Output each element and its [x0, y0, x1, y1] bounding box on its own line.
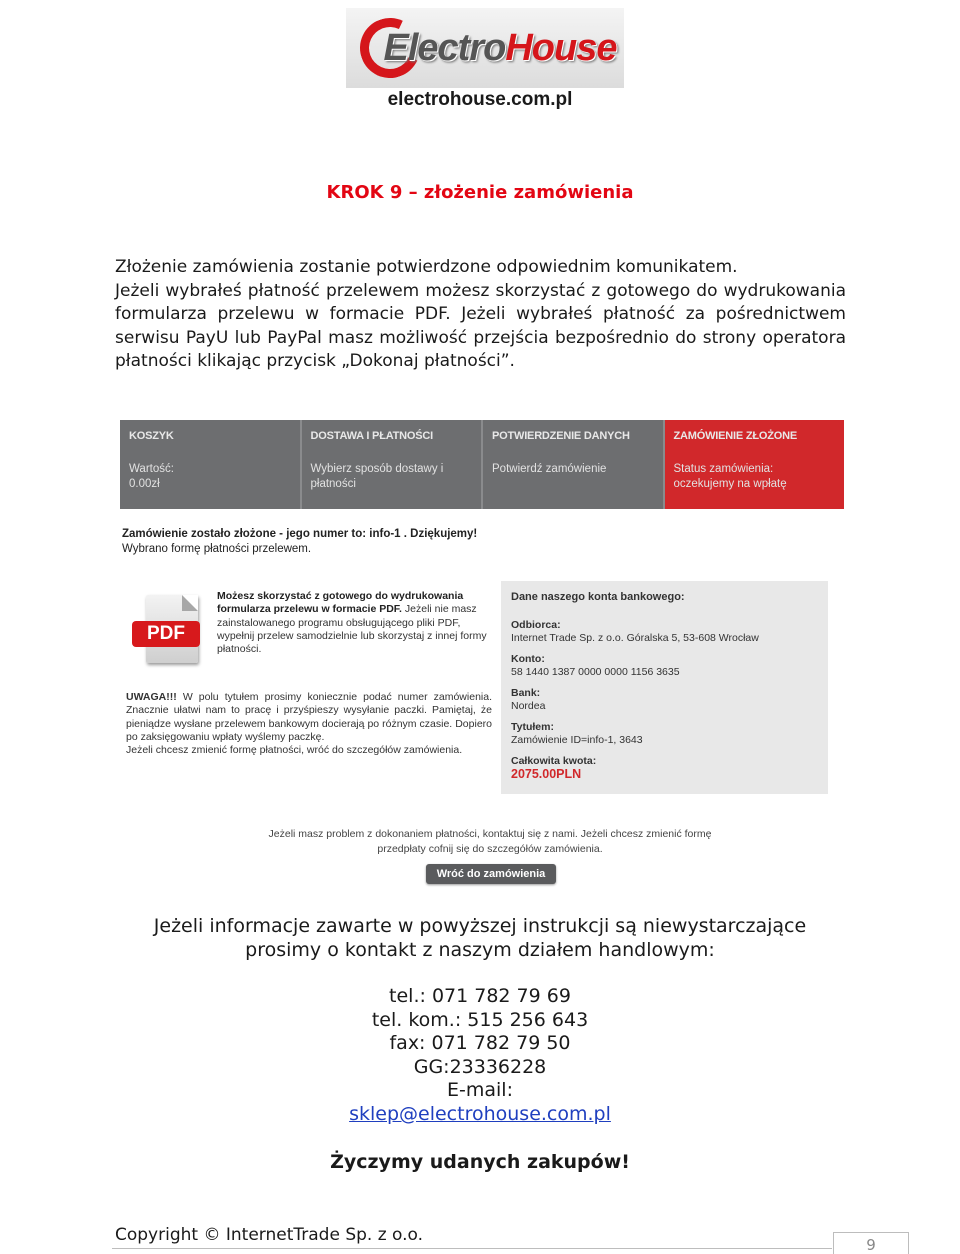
- footer-copyright: Copyright © InternetTrade Sp. z o.o.: [115, 1225, 424, 1245]
- bank-details-panel: Dane naszego konta bankowego: Odbiorca: Internet Trade Sp. z o.o. Góralska 5, 53-608 Wrocław Konto: 58 1440 1387 0000 0000 1156 3635 Bank: Nordea Tytułem: Zamówienie ID=info-1, 3643 Całkowita kwota: 2075.00PLN: [501, 581, 828, 794]
- logo-text: ElectroHouse: [383, 26, 617, 69]
- total-amount: 2075.00PLN: [511, 767, 582, 781]
- contact-email-line: E-mail: sklep@electrohouse.com.pl: [349, 1079, 611, 1125]
- checkout-steps-bar: [120, 420, 844, 509]
- intro-paragraph: [115, 256, 846, 374]
- info-paragraph: Jeżeli informacje zawarte w powyższej instrukcji są niewystarczające prosimy o kontakt z naszym działem handlowym:: [153, 915, 807, 961]
- transfer-title: Zamówienie ID=info-1, 3643: [511, 734, 643, 746]
- contact-gg: GG:23336228: [413, 1055, 547, 1078]
- step-order-placed: ZAMÓWIENIE ZŁOŻONE Status zamówienia: oczekujemy na wpłatę: [665, 420, 845, 509]
- confirmation-subtitle: Wybrano formę płatności przelewem.: [122, 543, 312, 555]
- pdf-label: PDF: [132, 621, 200, 647]
- contact-details: [0, 985, 960, 1127]
- bank-panel-title: Dane naszego konta bankowego:: [511, 591, 685, 603]
- confirmation-title: Zamówienie zostało złożone - jego numer to: info-1 . Dziękujemy!: [122, 528, 478, 540]
- site-url: electrohouse.com.pl: [387, 89, 573, 110]
- payment-problem-note: Jeżeli masz problem z dokonaniem płatności, kontaktuj się z nami. Jeżeli chcesz zmienić formę przedpłaty cofnij się do szczegółów zamówienia.: [268, 828, 712, 855]
- bank-recipient: Internet Trade Sp. z o.o. Góralska 5, 53-608 Wrocław: [511, 632, 759, 644]
- bank-account-number: 58 1440 1387 0000 0000 1156 3635: [511, 666, 680, 678]
- payment-warning: UWAGA!!! W polu tytułem prosimy koniecznie podać numer zamówienia. Znacznie ułatwi nam to pracę i przyśpieszy wysyłanie paczki. Pamiętaj, że pieniądze wysłane przelewem bankowym docierają po różnym czasie. Dopiero po zaksięgowaniu wpłaty wyślemy paczkę. Jeżeli chcesz zmienić formę płatności, wróć do szczegółów zamówienia.: [126, 691, 492, 757]
- step-title: KROK 9 – złożenie zamówienia: [326, 182, 634, 203]
- footer-divider: [112, 1248, 832, 1249]
- page-number: 9: [833, 1232, 909, 1254]
- pdf-icon[interactable]: [132, 595, 204, 667]
- bank-name: Nordea: [511, 700, 546, 712]
- intro-line-1: Złożenie zamówienia zostanie potwierdzone odpowiednim komunikatem.: [115, 257, 738, 277]
- closing-wishes: Życzymy udanych zakupów!: [330, 1151, 630, 1173]
- step-confirm-data: POTWIERDZENIE DANYCH Potwierdź zamówienie: [483, 420, 665, 509]
- change-payment-link[interactable]: Jeżeli chcesz zmienić formę płatności, wróć do szczegółów zamówienia.: [126, 744, 463, 757]
- pdf-instructions: Możesz skorzystać z gotowego do wydrukowania formularza przelewu w formacie PDF. Jeżeli nie masz zainstalowanego programu obsługującego pliki PDF, wypełnij przelew samodzielnie lub skorzystaj z innej formy płatności.: [217, 590, 487, 656]
- contact-fax: fax: 071 782 79 50: [389, 1032, 571, 1055]
- contact-tel: tel.: 071 782 79 69: [389, 985, 571, 1007]
- contact-tel-kom: tel. kom.: 515 256 643: [371, 1008, 589, 1031]
- back-to-order-button[interactable]: Wróć do zamówienia: [426, 864, 556, 884]
- email-link[interactable]: sklep@electrohouse.com.pl: [349, 1102, 611, 1125]
- step-delivery-payment: DOSTAWA I PŁATNOŚCI Wybierz sposób dostawy i płatności: [302, 420, 484, 509]
- step-cart: KOSZYK Wartość: 0.00zł: [120, 420, 302, 509]
- intro-rest: Jeżeli wybrałeś płatność przelewem możesz skorzystać z gotowego do wydrukowania formularza przelewu w formacie PDF. Jeżeli wybrałeś płatność za pośrednictwem serwisu PayU lub PayPal masz możliwość przejścia bezpośrednio do strony operatora płatności klikając przycisk „Dokonaj płatności”.: [115, 280, 846, 372]
- electrohouse-logo: [346, 8, 624, 88]
- checkout-screenshot: [120, 420, 844, 890]
